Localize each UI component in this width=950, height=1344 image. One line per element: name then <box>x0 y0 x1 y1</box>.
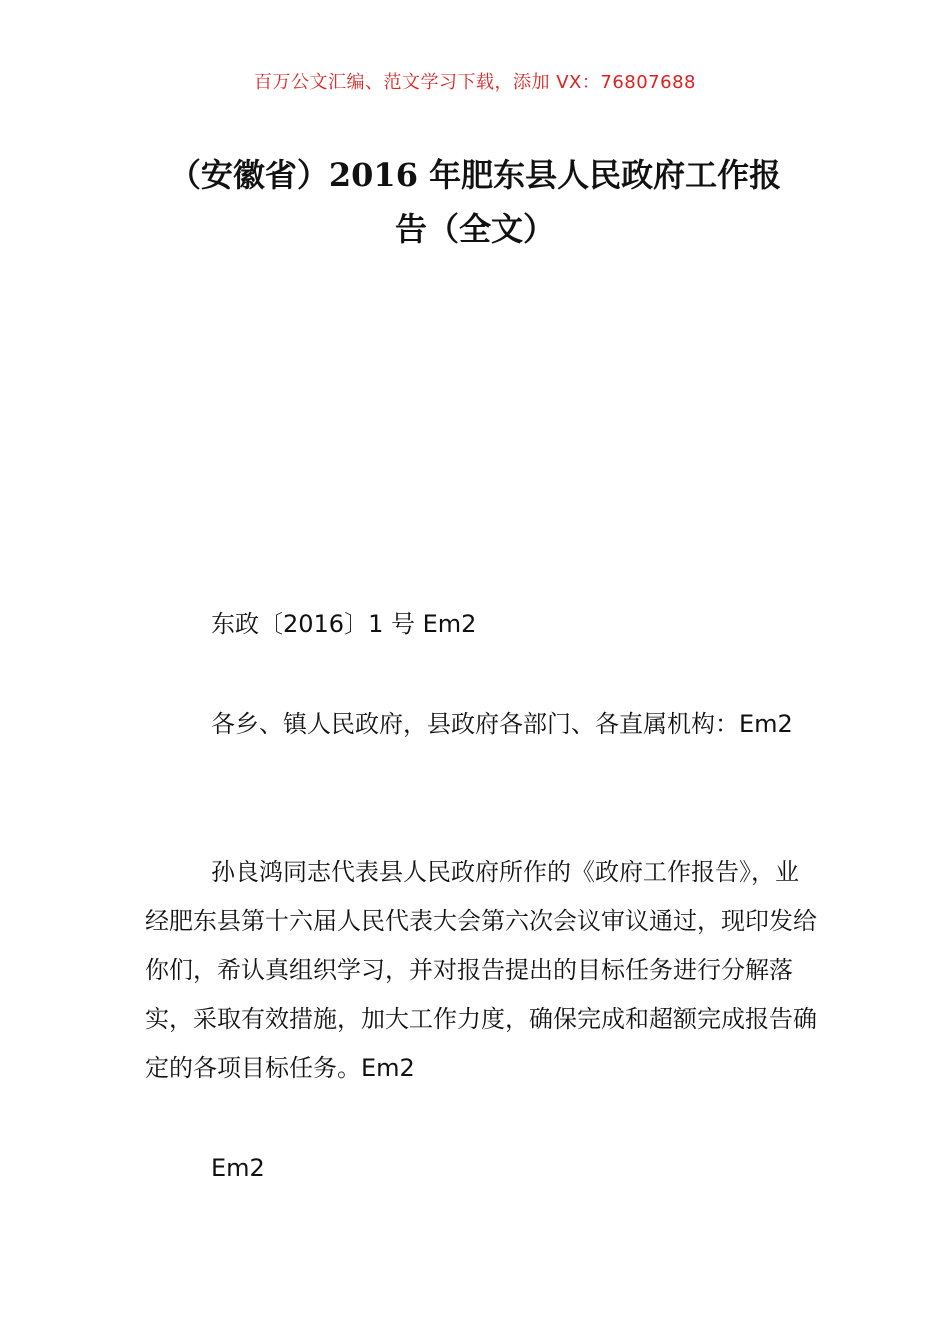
document-title-line-2: 告（全文） <box>394 210 555 248</box>
header-promo-note: 百万公文汇编、范文学习下载，添加 VX：76807688 <box>254 72 696 93</box>
main-body-paragraph: 孙良鸿同志代表县人民政府所作的《政府工作报告》，业经肥东县第十六届人民代表大会第六次会议审议通过，现印发给你们，希认真组织学习，并对报告提出的目标任务进行分解落实，采取有效措施，加大工作力度，确保完成和超额完成报告确定的各项目标任务。Em2 <box>145 858 817 1082</box>
document-title-line-1: （安徽省）2016 年肥东县人民政府工作报 <box>168 156 782 194</box>
document-title <box>140 148 810 256</box>
addressee-paragraph: 各乡、镇人民政府，县政府各部门、各直属机构：Em2 <box>211 710 793 738</box>
trailing-paragraph: Em2 <box>211 1154 265 1182</box>
document-number-paragraph: 东政〔2016〕1 号 Em2 <box>211 610 477 638</box>
